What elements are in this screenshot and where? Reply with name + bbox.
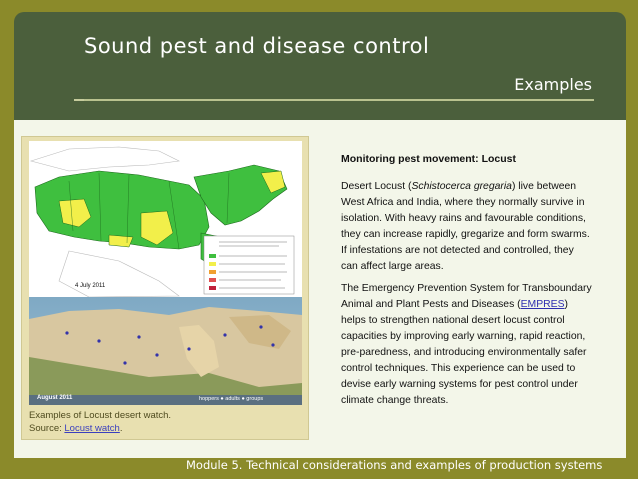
empres-link[interactable]: EMPRES — [520, 299, 565, 310]
slide-subtitle: Examples — [514, 75, 592, 94]
content-text — [341, 153, 593, 415]
locust-situation-map — [29, 141, 302, 297]
p1-text-after: ) live between West Africa and India, where they normally survive in isolation. With heavy rains and favourable conditions, they can increase rapidly, gregarize and form swarms. If infestations are not detected and controlled, they can affect large areas. — [341, 181, 590, 272]
p2-text-after: ) helps to strengthen national desert locust control capacities by improving early warning, rapid reaction, pre-paredness, and introducing environmentally safer control techniques. This experience can be used to devise early warning systems for pest control under climate change threats. — [341, 299, 587, 406]
map2-legend: hoppers ● adults ● groups — [199, 396, 264, 402]
species-name: Schistocerca gregaria — [411, 181, 512, 192]
caption-line-2 — [29, 422, 171, 435]
map2-date-label: August 2011 — [37, 395, 73, 401]
p2-text-before: The Emergency Prevention System for Transboundary Animal and Plant Pests and Diseases ( — [341, 283, 592, 310]
paragraph-locust — [341, 179, 593, 275]
p1-text-before: Desert Locust ( — [341, 181, 412, 192]
satellite-map-graphic — [29, 297, 302, 405]
caption-line-1: Examples of Locust desert watch. — [29, 410, 172, 421]
slide-title: Sound pest and disease control — [84, 34, 430, 58]
caption-source-suffix: . — [119, 423, 123, 434]
caption-source-prefix: Source: — [29, 423, 65, 434]
slide-footer — [0, 457, 638, 479]
map1-date-label: 4 July 2011 — [75, 283, 106, 289]
locust-watch-link[interactable]: Locust watch — [64, 423, 120, 434]
locust-satellite-map — [29, 297, 302, 405]
section-heading: Monitoring pest movement: Locust — [341, 153, 517, 165]
paragraph-empres — [341, 281, 593, 409]
slide-header — [14, 12, 626, 120]
header-divider — [84, 99, 594, 101]
footer-text: Module 5. Technical considerations and examples of production systems — [186, 458, 603, 472]
situation-map-graphic — [29, 141, 302, 297]
image-caption — [29, 409, 171, 435]
